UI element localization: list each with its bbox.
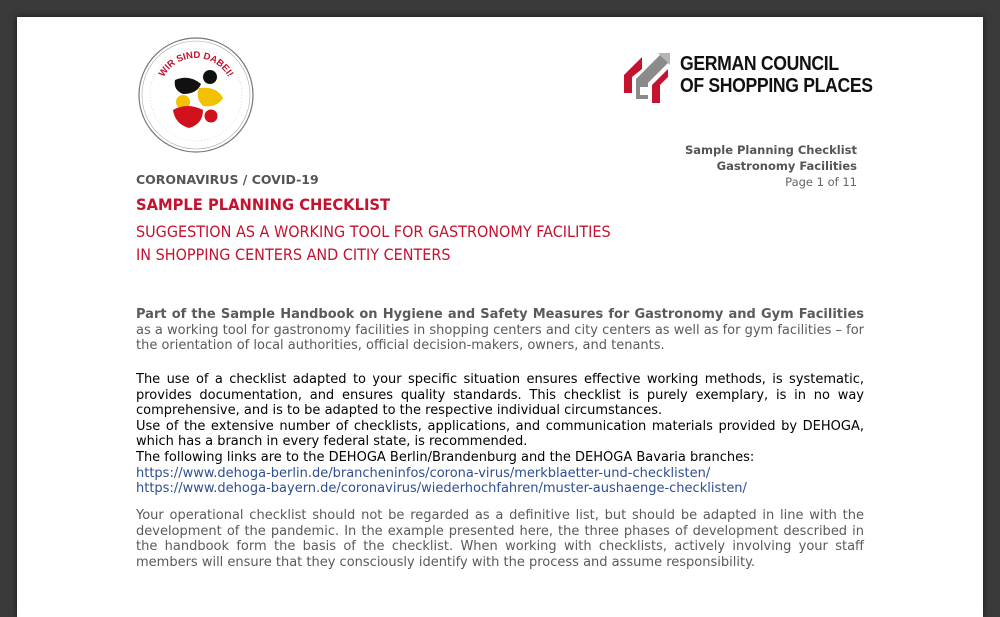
page-subtitle	[136, 220, 611, 266]
header-doc-subtitle: Gastronomy Facilities	[716, 159, 857, 173]
wir-sind-dabei-seal-logo	[137, 36, 255, 154]
seal-top-text: WIR SIND DABEI!	[156, 49, 236, 79]
body-paragraph-1: The use of a checklist adapted to your specific situation ensures effective working methods, is systematic, provides documentation, and ensures quality standards. This checklist is purely exemplary, is in no way comprehensive, and is to be adapted to the respective individual circumstances.	[136, 372, 864, 419]
logo-wordmark	[680, 53, 873, 97]
gcsp-mark-icon	[618, 47, 674, 105]
closing-paragraph: Your operational checklist should not be regarded as a definitive list, but should be adapted in line with the development of the pandemic. In the example presented here, the three phases of development described in the handbook form the basis of the checklist. When working with checklists, actively involving your staff members will ensure that they consciously identify with the process and assume responsibility.	[136, 508, 864, 570]
document-page	[17, 17, 983, 617]
running-header	[685, 142, 857, 190]
logo-line-1: GERMAN COUNCIL	[680, 52, 839, 75]
page-number: Page 1 of 11	[785, 175, 857, 189]
german-council-logo	[618, 47, 873, 107]
body-paragraph-2: Use of the extensive number of checklists, applications, and communication materials provided by DEHOGA, which has a branch in every federal state, is recommended.	[136, 418, 864, 450]
dehoga-bayern-link[interactable]: https://www.dehoga-bayern.de/coronavirus/wiederhochfahren/muster-aushaenge-checklisten/	[136, 481, 747, 497]
header-doc-title: Sample Planning Checklist	[685, 143, 857, 157]
subtitle-line-1: SUGGESTION AS A WORKING TOOL FOR GASTRONOMY FACILITIES	[136, 222, 611, 241]
dehoga-berlin-link[interactable]: https://www.dehoga-berlin.de/brancheninfos/corona-virus/merkblaetter-und-checklisten/	[136, 465, 711, 481]
body-paragraph-3: The following links are to the DEHOGA Berlin/Brandenburg and the DEHOGA Bavaria branches:	[136, 449, 755, 465]
intro-rest: as a working tool for gastronomy facilities in shopping centers and city centers as well as for gym facilities – for the orientation of local authorities, official decision-makers, owners, and tenants.	[136, 322, 864, 354]
intro-bold: Part of the Sample Handbook on Hygiene and Safety Measures for Gastronomy and Gym Facilities	[136, 307, 864, 322]
body-section	[136, 372, 864, 497]
subtitle-line-2: IN SHOPPING CENTERS AND CITIY CENTERS	[136, 245, 451, 264]
kicker: CORONAVIRUS / COVID-19	[136, 172, 319, 187]
intro-paragraph	[136, 307, 864, 354]
logo-line-2: OF SHOPPING PLACES	[680, 74, 873, 97]
page-title: SAMPLE PLANNING CHECKLIST	[136, 195, 391, 214]
